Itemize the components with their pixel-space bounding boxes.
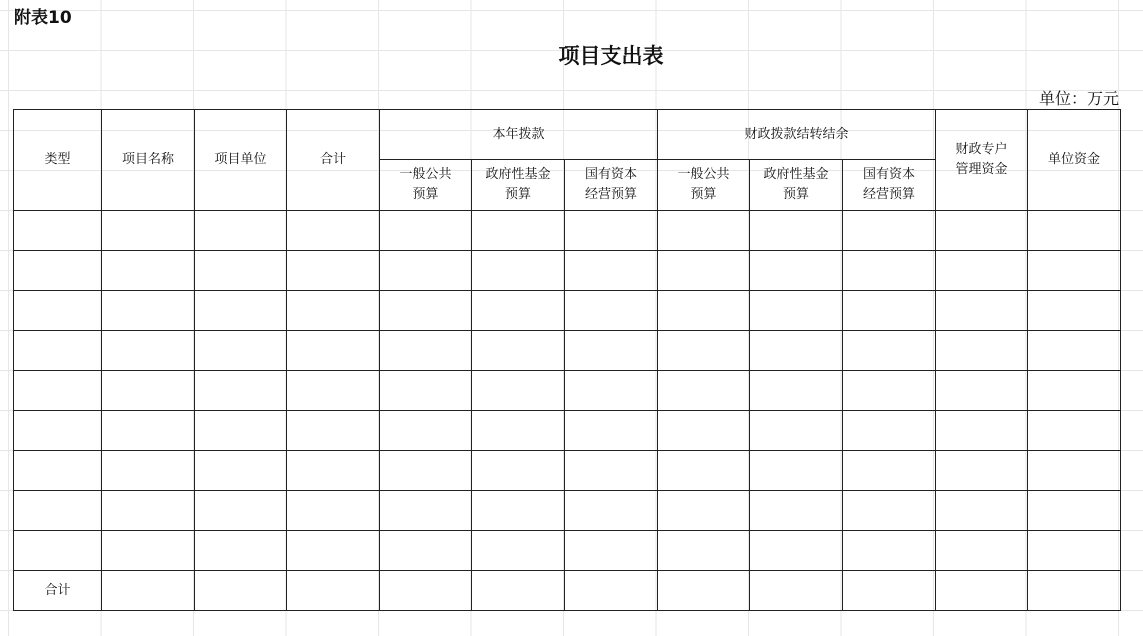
table-cell[interactable]: [1028, 251, 1121, 291]
header-line: 政府性基金: [485, 167, 551, 182]
table-cell[interactable]: [843, 531, 936, 571]
table-cell[interactable]: [472, 371, 565, 411]
table-cell[interactable]: [472, 331, 565, 371]
table-cell[interactable]: [843, 491, 936, 531]
table-cell[interactable]: [843, 291, 936, 331]
table-cell[interactable]: [195, 251, 287, 291]
table-cell[interactable]: [1028, 571, 1121, 611]
table-cell[interactable]: [1028, 451, 1121, 491]
table-cell[interactable]: [380, 491, 472, 531]
table-cell[interactable]: [565, 331, 658, 371]
table-cell[interactable]: [14, 211, 102, 251]
table-cell[interactable]: [14, 251, 102, 291]
table-cell[interactable]: [287, 211, 380, 251]
table-cell[interactable]: [287, 451, 380, 491]
table-cell[interactable]: [658, 451, 750, 491]
table-row: [14, 491, 1121, 531]
table-cell[interactable]: [843, 211, 936, 251]
table-cell[interactable]: [102, 531, 195, 571]
table-cell[interactable]: [565, 491, 658, 531]
table-cell[interactable]: [565, 371, 658, 411]
table-cell[interactable]: [658, 371, 750, 411]
table-cell[interactable]: [658, 291, 750, 331]
table-row: [14, 251, 1121, 291]
table-row: [14, 411, 1121, 451]
table-cell[interactable]: [195, 291, 287, 331]
table-cell[interactable]: [658, 531, 750, 571]
table-cell[interactable]: [936, 371, 1028, 411]
table-cell[interactable]: [750, 291, 843, 331]
table-cell[interactable]: [14, 491, 102, 531]
header-project-name[interactable]: 项目名称: [102, 110, 195, 211]
table-cell[interactable]: [750, 251, 843, 291]
table-cell[interactable]: [102, 571, 195, 611]
table-cell[interactable]: [750, 371, 843, 411]
table-cell[interactable]: [195, 411, 287, 451]
table-cell[interactable]: [287, 291, 380, 331]
table-cell[interactable]: [195, 491, 287, 531]
total-label[interactable]: 合计: [14, 571, 102, 611]
table-cell[interactable]: [936, 411, 1028, 451]
table-cell[interactable]: [14, 411, 102, 451]
page-title: 项目支出表: [558, 44, 664, 68]
header-row-1: [14, 110, 1121, 160]
table-cell[interactable]: [102, 251, 195, 291]
table-cell[interactable]: [472, 491, 565, 531]
table-cell[interactable]: [102, 371, 195, 411]
table-cell[interactable]: [658, 571, 750, 611]
table-cell[interactable]: [195, 331, 287, 371]
header-cy-state-capital-budget[interactable]: [565, 160, 658, 211]
table-cell[interactable]: [102, 331, 195, 371]
table-cell[interactable]: [843, 411, 936, 451]
table-cell[interactable]: [565, 251, 658, 291]
table-cell[interactable]: [287, 491, 380, 531]
table-cell[interactable]: [565, 291, 658, 331]
header-co-state-capital-budget[interactable]: [843, 160, 936, 211]
header-line: 经营预算: [584, 187, 637, 202]
header-special-fund-line-1: 财政专户: [955, 142, 1008, 157]
table-cell[interactable]: [658, 211, 750, 251]
table-cell[interactable]: [1028, 371, 1121, 411]
table-cell[interactable]: [287, 331, 380, 371]
table-cell[interactable]: [287, 411, 380, 451]
expense-table: [13, 109, 1121, 611]
table-cell[interactable]: [658, 331, 750, 371]
unit-label: 单位：万元: [1038, 89, 1119, 108]
table-cell[interactable]: [472, 291, 565, 331]
header-cy-gov-fund-budget[interactable]: [472, 160, 565, 211]
table-cell[interactable]: [287, 251, 380, 291]
table-cell[interactable]: [936, 211, 1028, 251]
table-cell[interactable]: [750, 411, 843, 451]
table-cell[interactable]: [565, 211, 658, 251]
table-cell[interactable]: [14, 291, 102, 331]
header-co-gov-fund-budget[interactable]: [750, 160, 843, 211]
table-cell[interactable]: [565, 451, 658, 491]
table-cell[interactable]: [843, 371, 936, 411]
table-row: [14, 331, 1121, 371]
table-cell[interactable]: [380, 571, 472, 611]
table-cell[interactable]: [658, 491, 750, 531]
table-cell[interactable]: [380, 251, 472, 291]
table-cell[interactable]: [14, 371, 102, 411]
table-cell[interactable]: [750, 571, 843, 611]
table-cell[interactable]: [287, 531, 380, 571]
table-cell[interactable]: [472, 451, 565, 491]
header-line: 一般公共: [677, 167, 730, 182]
header-line: 国有资本: [862, 167, 915, 182]
table-row: [14, 531, 1121, 571]
header-line: 预算: [690, 187, 717, 202]
table-cell[interactable]: [565, 411, 658, 451]
table-cell[interactable]: [195, 571, 287, 611]
table-cell[interactable]: [750, 331, 843, 371]
table-cell[interactable]: [380, 211, 472, 251]
table-cell[interactable]: [472, 411, 565, 451]
table-cell[interactable]: [287, 371, 380, 411]
table-cell[interactable]: [843, 451, 936, 491]
header-line: 国有资本: [584, 167, 637, 182]
table-cell[interactable]: [14, 531, 102, 571]
table-cell[interactable]: [195, 531, 287, 571]
table-cell[interactable]: [843, 251, 936, 291]
table-cell[interactable]: [472, 531, 565, 571]
table-cell[interactable]: [843, 571, 936, 611]
header-current-year-appropriation[interactable]: 本年拨款: [380, 110, 658, 160]
table-cell[interactable]: [14, 451, 102, 491]
table-cell[interactable]: [380, 291, 472, 331]
header-line: 经营预算: [862, 187, 915, 202]
header-cy-general-budget[interactable]: [380, 160, 472, 211]
header-project-unit[interactable]: 项目单位: [195, 110, 287, 211]
table-cell[interactable]: [750, 531, 843, 571]
header-total[interactable]: 合计: [287, 110, 380, 211]
table-cell[interactable]: [936, 571, 1028, 611]
table-cell[interactable]: [380, 531, 472, 571]
header-line: 预算: [504, 187, 531, 202]
header-co-general-budget[interactable]: [658, 160, 750, 211]
header-fiscal-carryover[interactable]: 财政拨款结转结余: [658, 110, 936, 160]
table-cell[interactable]: [936, 331, 1028, 371]
table-cell[interactable]: [102, 491, 195, 531]
table-cell[interactable]: [565, 571, 658, 611]
table-cell[interactable]: [658, 251, 750, 291]
table-cell[interactable]: [195, 451, 287, 491]
table-cell[interactable]: [1028, 211, 1121, 251]
table-row: [14, 211, 1121, 251]
table-row: [14, 451, 1121, 491]
table-cell[interactable]: [843, 331, 936, 371]
table-cell[interactable]: [102, 291, 195, 331]
table-cell[interactable]: [1028, 491, 1121, 531]
table-cell[interactable]: [14, 331, 102, 371]
table-cell[interactable]: [380, 411, 472, 451]
table-cell[interactable]: [472, 251, 565, 291]
header-special-account-fund[interactable]: [936, 110, 1028, 211]
table-cell[interactable]: [287, 571, 380, 611]
table-cell[interactable]: [380, 331, 472, 371]
table-cell[interactable]: [472, 211, 565, 251]
table-cell[interactable]: [380, 371, 472, 411]
table-cell[interactable]: [936, 291, 1028, 331]
header-line: 一般公共: [399, 167, 452, 182]
table-cell[interactable]: [195, 211, 287, 251]
table-cell[interactable]: [565, 531, 658, 571]
total-row: [14, 571, 1121, 611]
header-special-fund-line-2: 管理资金: [955, 162, 1008, 177]
header-type[interactable]: 类型: [14, 110, 102, 211]
table-cell[interactable]: [1028, 331, 1121, 371]
annex-label: 附表10: [14, 8, 72, 28]
table-cell[interactable]: [658, 411, 750, 451]
header-unit-fund[interactable]: 单位资金: [1028, 110, 1121, 211]
table-cell[interactable]: [936, 451, 1028, 491]
table-cell[interactable]: [936, 251, 1028, 291]
header-line: 预算: [782, 187, 809, 202]
table-cell[interactable]: [102, 411, 195, 451]
table-cell[interactable]: [750, 451, 843, 491]
table-cell[interactable]: [195, 371, 287, 411]
header-line: 预算: [412, 187, 439, 202]
table-cell[interactable]: [102, 451, 195, 491]
table-cell[interactable]: [1028, 411, 1121, 451]
table-row: [14, 291, 1121, 331]
table-cell[interactable]: [936, 531, 1028, 571]
table-cell[interactable]: [750, 211, 843, 251]
table-cell[interactable]: [472, 571, 565, 611]
table-cell[interactable]: [380, 451, 472, 491]
header-line: 政府性基金: [763, 167, 829, 182]
table-cell[interactable]: [102, 211, 195, 251]
table-cell[interactable]: [936, 491, 1028, 531]
table-cell[interactable]: [1028, 531, 1121, 571]
table-cell[interactable]: [750, 491, 843, 531]
table-cell[interactable]: [1028, 291, 1121, 331]
table-row: [14, 371, 1121, 411]
